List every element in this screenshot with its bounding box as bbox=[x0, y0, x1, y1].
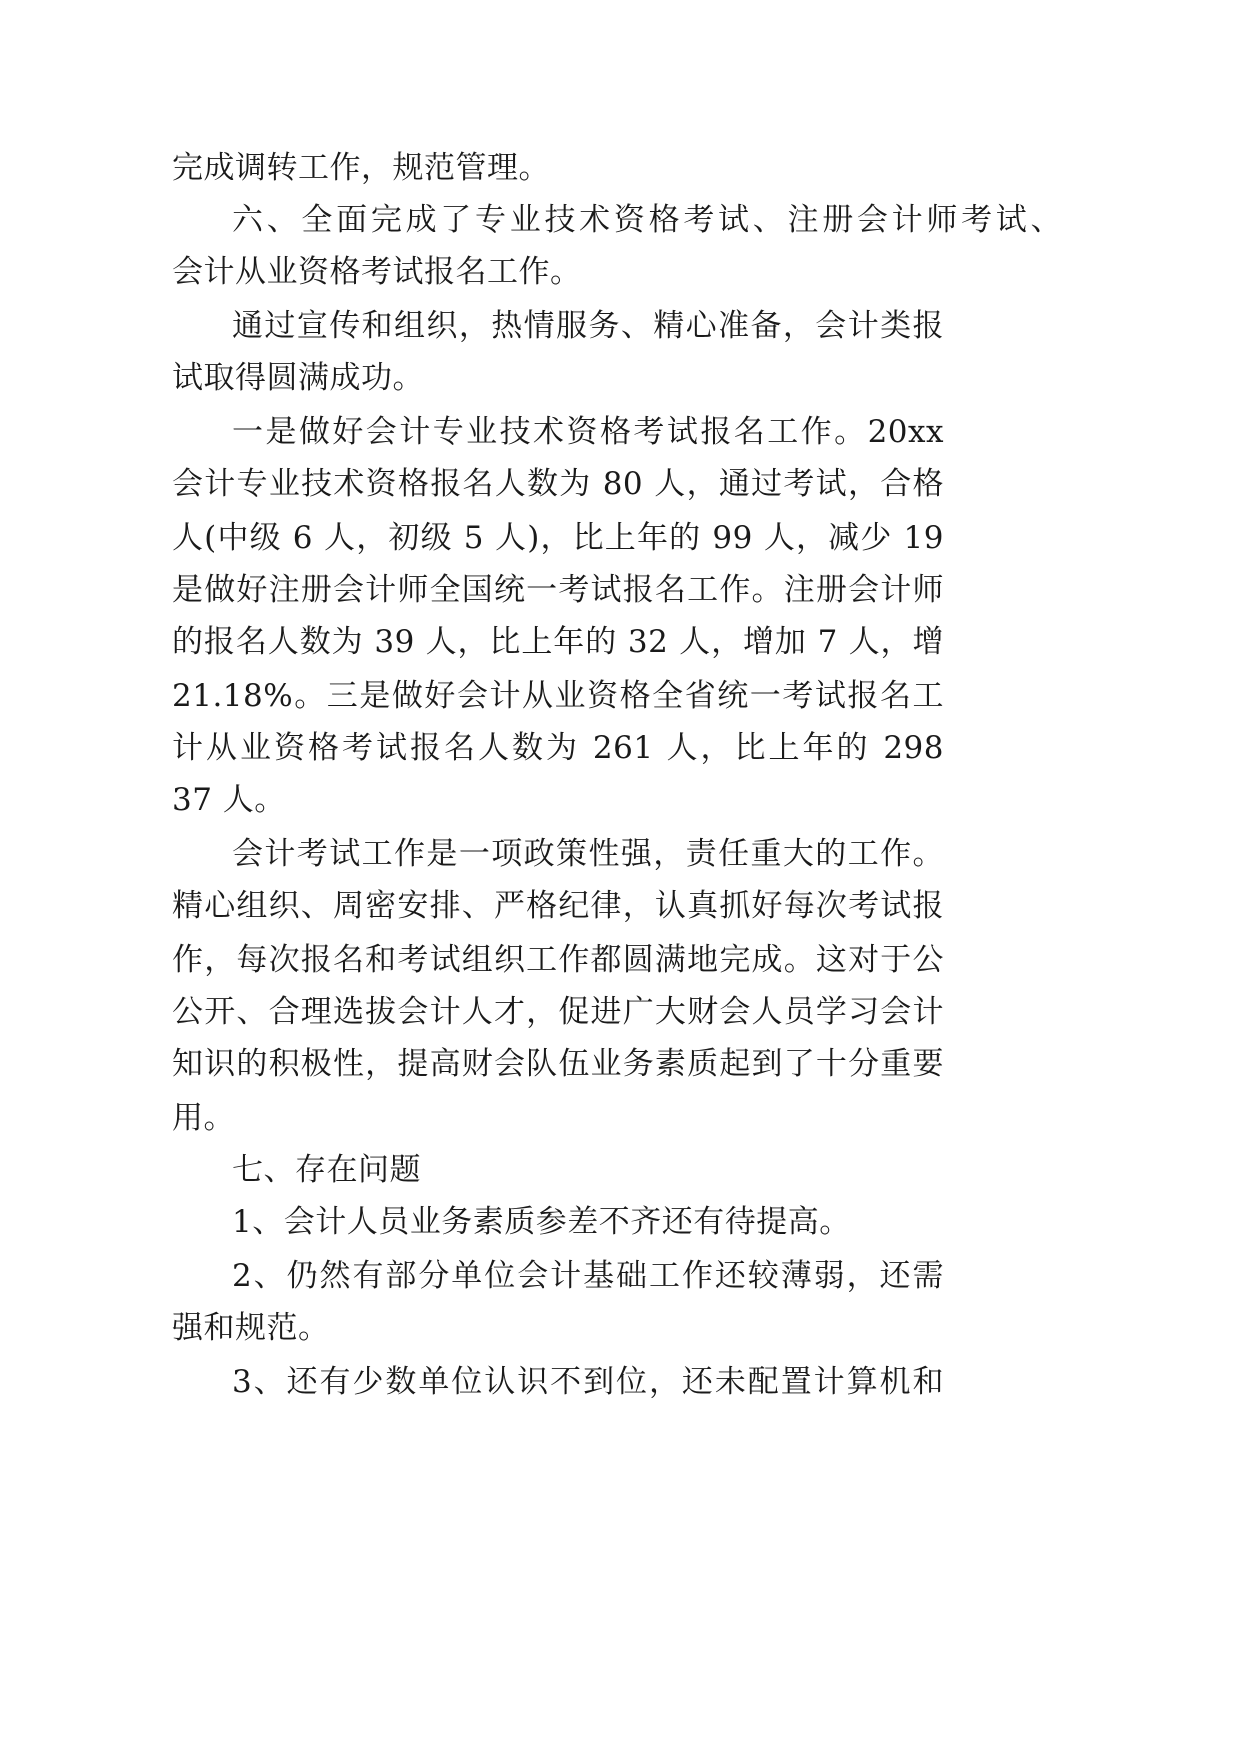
text-line: 会计从业资格考试报名工作。 bbox=[172, 254, 582, 290]
text-line: 精心组织、周密安排、严格纪律，认真抓好每次考试报 bbox=[172, 888, 944, 924]
section-heading: 七、存在问题 bbox=[232, 1152, 421, 1188]
text-line: 37 人。 bbox=[172, 782, 286, 818]
text-line: 试取得圆满成功。 bbox=[172, 360, 424, 396]
text-line: 1、会计人员业务素质参差不齐还有待提高。 bbox=[232, 1204, 851, 1240]
text-line: 六、全面完成了专业技术资格考试、注册会计师考试、 bbox=[232, 202, 1062, 238]
text-line: 一是做好会计专业技术资格考试报名工作。20xx bbox=[232, 414, 944, 450]
text-line: 人(中级 6 人，初级 5 人)，比上年的 99 人，减少 19 bbox=[172, 520, 944, 556]
text-line: 强和规范。 bbox=[172, 1310, 330, 1346]
text-line: 的报名人数为 39 人，比上年的 32 人，增加 7 人，增 bbox=[172, 624, 944, 660]
text-line: 公开、合理选拔会计人才，促进广大财会人员学习会计 bbox=[172, 994, 944, 1030]
text-line: 计从业资格考试报名人数为 261 人，比上年的 298 bbox=[172, 730, 944, 766]
text-line: 会计考试工作是一项政策性强，责任重大的工作。 bbox=[232, 836, 944, 872]
text-line: 21.18%。三是做好会计从业资格全省统一考试报名工 bbox=[172, 678, 944, 714]
text-line: 作，每次报名和考试组织工作都圆满地完成。这对于公 bbox=[172, 942, 944, 978]
text-line: 通过宣传和组织，热情服务、精心准备，会计类报 bbox=[232, 308, 944, 344]
text-line: 是做好注册会计师全国统一考试报名工作。注册会计师 bbox=[172, 572, 944, 608]
text-line: 会计专业技术资格报名人数为 80 人，通过考试，合格 bbox=[172, 466, 944, 502]
text-line: 完成调转工作，规范管理。 bbox=[172, 150, 550, 186]
text-line: 用。 bbox=[172, 1100, 235, 1136]
text-line: 知识的积极性，提高财会队伍业务素质起到了十分重要 bbox=[172, 1046, 944, 1082]
text-line: 2、仍然有部分单位会计基础工作还较薄弱，还需 bbox=[232, 1258, 944, 1294]
text-line: 3、还有少数单位认识不到位，还未配置计算机和 bbox=[232, 1364, 944, 1400]
